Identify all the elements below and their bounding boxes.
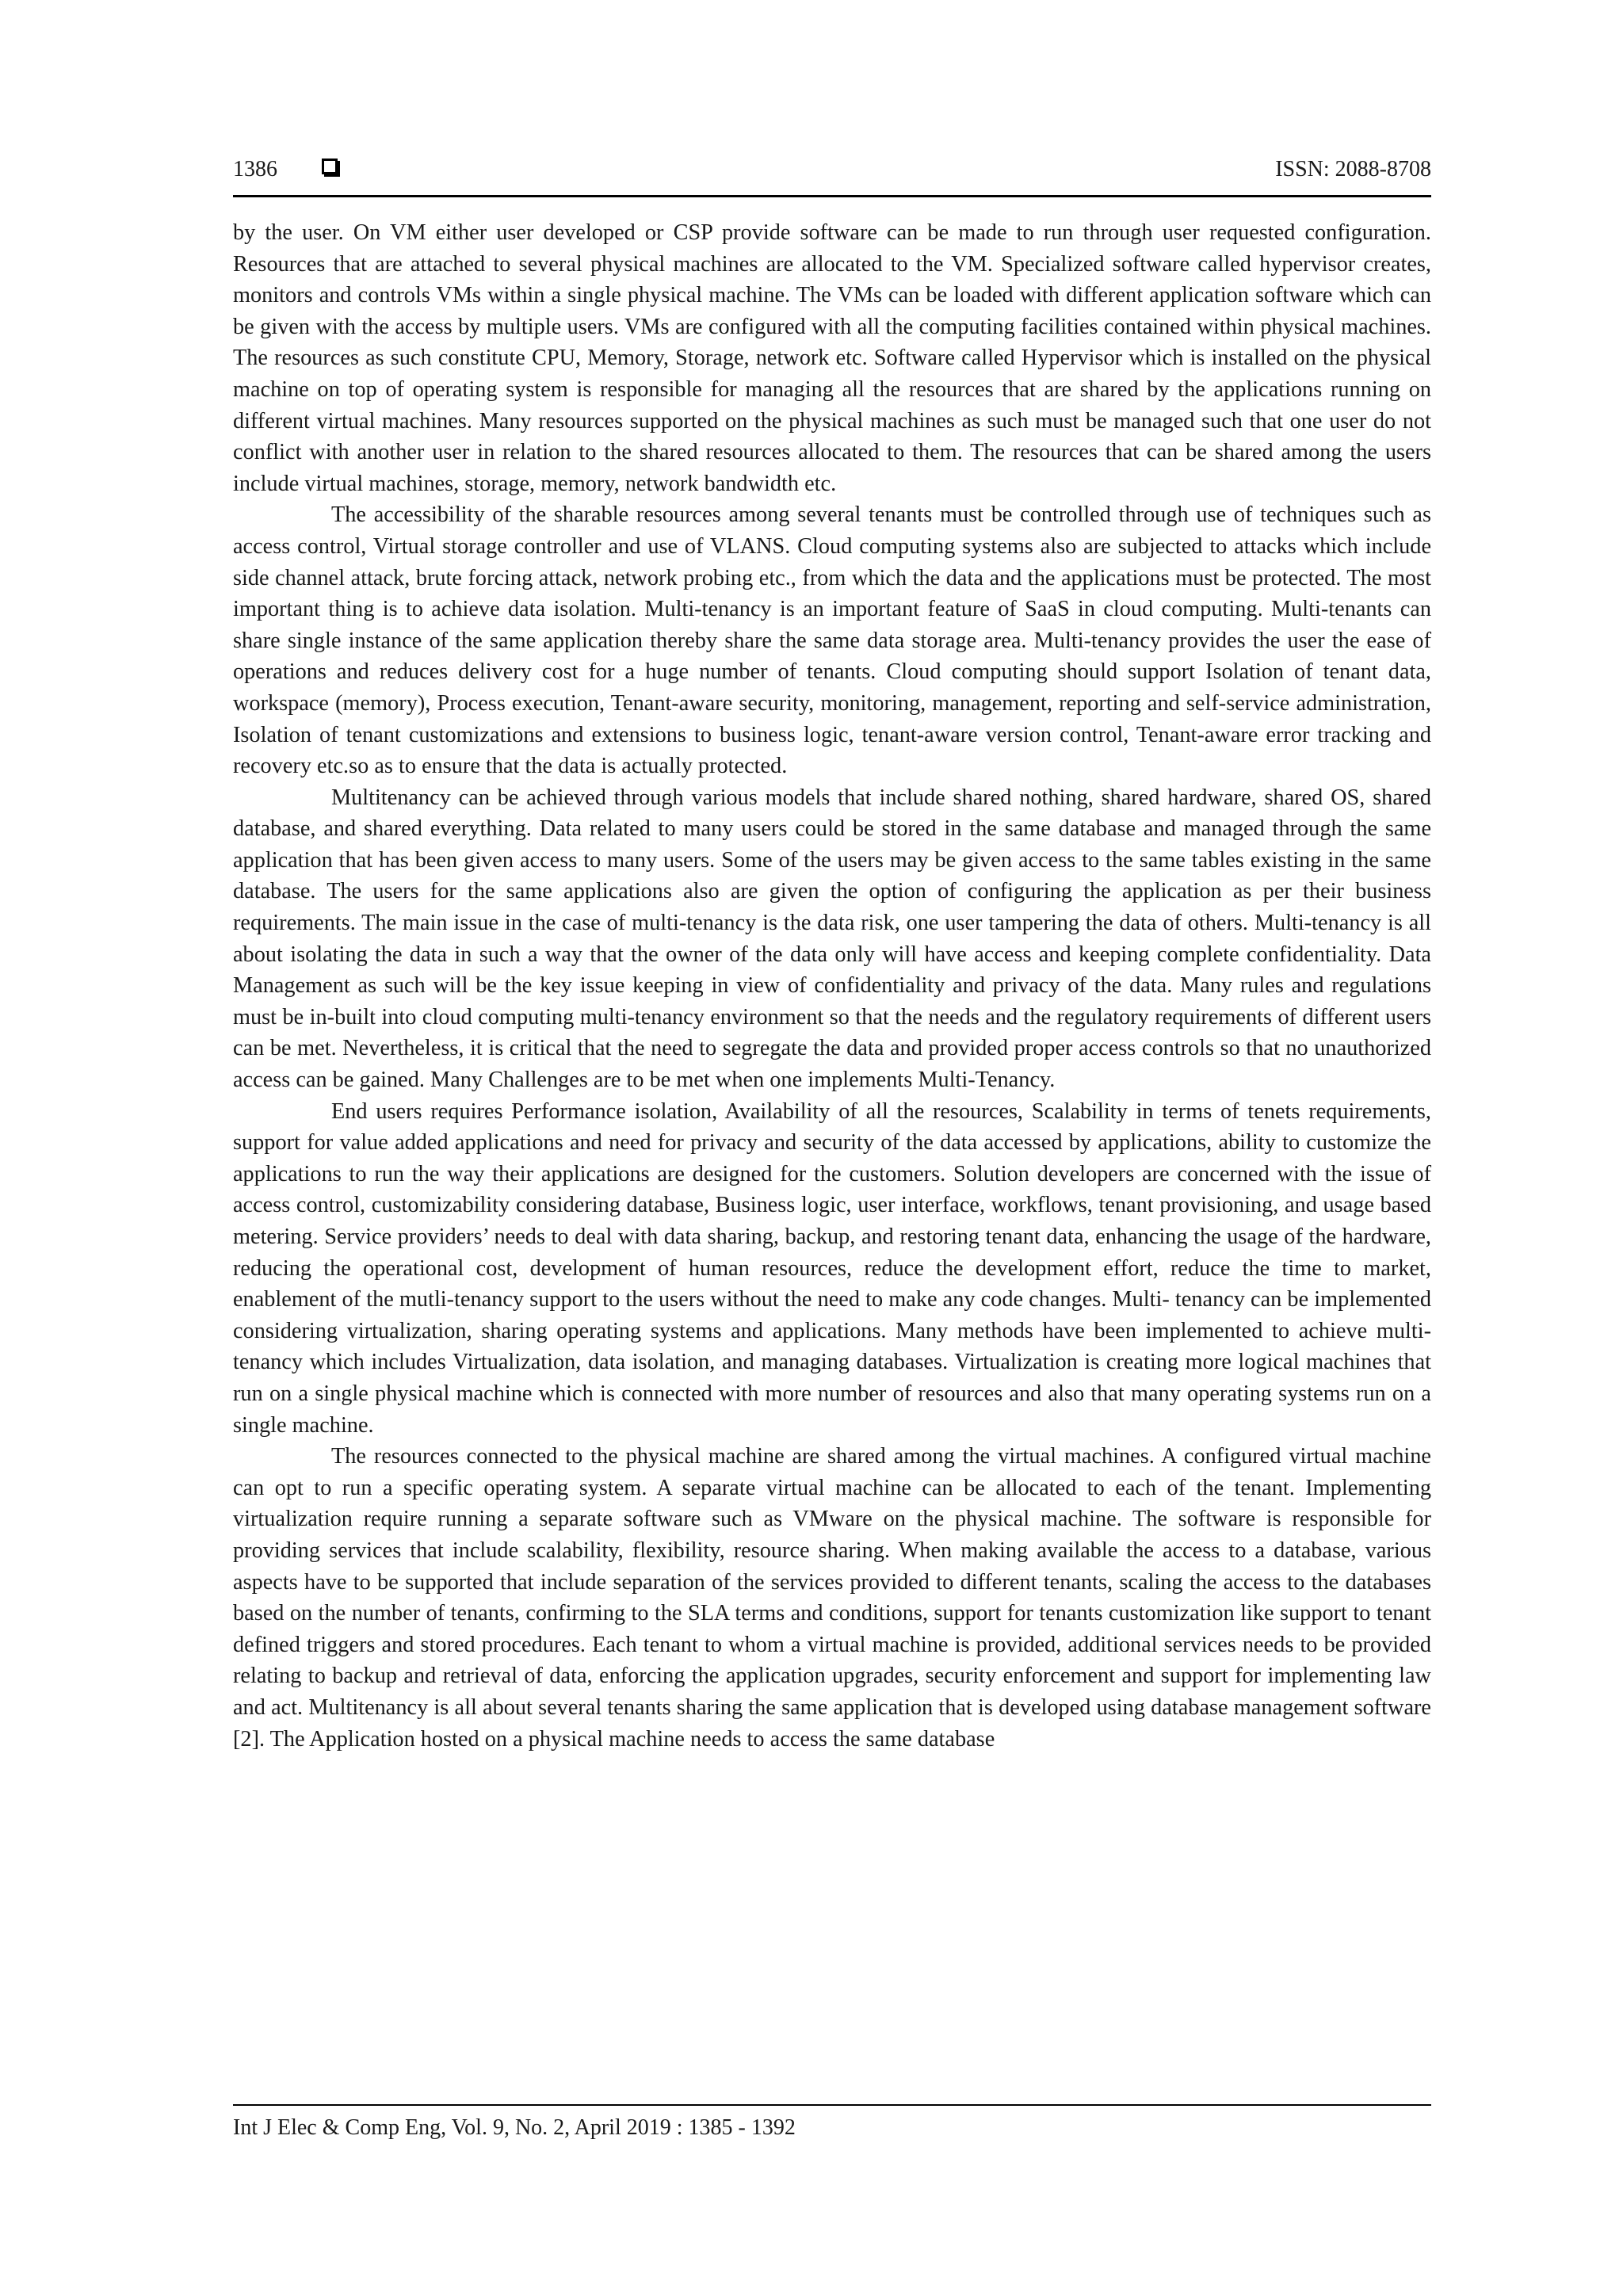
paragraph: by the user. On VM either user developed or CSP provide software can be made to run through user requested configuration. Resources that are attached to several physical machines are allocated to the VM. Specialized software called hypervisor creates, monitors and controls VMs within a single physical machine. The VMs can be loaded with different application software which can be given with the access by multiple users. VMs are configured with all the computing facilities contained within physical machines. The resources as such constitute CPU, Memory, Storage, network etc. Software called Hypervisor which is installed on the physical machine on top of operating system is responsible for managing all the resources that are shared by the applications running on different virtual machines. Many resources supported on the physical machines as such must be managed such that one user do not conflict with another user in relation to the shared resources allocated to them. The resources that can be shared among the users include virtual machines, storage, memory, network bandwidth etc.	[233, 220, 1431, 496]
page-number: 1386	[233, 157, 277, 181]
paragraph: The accessibility of the sharable resources among several tenants must be controlled through use of techniques such as access control, Virtual storage controller and use of VLANS. Cloud computing systems also are subjected to attacks which include side channel attack, brute forcing attack, network probing etc., from which the data and the applications must be protected. The most important thing is to achieve data isolation. Multi-tenancy is an important feature of SaaS in cloud computing. Multi-tenants can share single instance of the same application thereby share the same data storage area. Multi-tenancy provides the user the ease of operations and reduces delivery cost for a huge number of tenants. Cloud computing should support Isolation of tenant data, workspace (memory), Process execution, Tenant-aware security, monitoring, management, reporting and self-service administration, Isolation of tenant customizations and extensions to business logic, tenant-aware version control, Tenant-aware error tracking and recovery etc.so as to ensure that the data is actually protected.	[233, 502, 1431, 779]
journal-citation: Int J Elec & Comp Eng, Vol. 9, No. 2, April 2019 : 1385 - 1392	[233, 2115, 796, 2140]
paragraph: End users requires Performance isolation, Availability of all the resources, Scalability in terms of tenets requirements, support for value added applications and need for privacy and security of the data accessed by applications, ability to customize the applications to run the way their applications are designed for the customers. Solution developers are concerned with the issue of access control, customizability considering database, Business logic, user interface, workflows, tenant provisioning, and usage based metering. Service providers’ needs to deal with data sharing, backup, and restoring tenant data, enhancing the usage of the hardware, reducing the operational cost, development of human resources, reduce the development effort, reduce the time to market, enablement of the mutli-tenancy support to the users without the need to make any code changes. Multi- tenancy can be implemented considering virtualization, sharing operating systems and applications. Many methods have been implemented to achieve multi-tenancy which includes Virtualization, data isolation, and managing databases. Virtualization is creating more logical machines that run on a single physical machine which is connected with more number of resources and also that many operating systems run on a single machine.	[233, 1098, 1431, 1438]
paragraph: The resources connected to the physical machine are shared among the virtual machines. A configured virtual machine can opt to run a specific operating system. A separate virtual machine can be allocated to each of the tenant. Implementing virtualization require running a separate software such as VMware on the physical machine. The software is responsible for providing services that include scalability, flexibility, resource sharing. When making available the access to a database, various aspects have to be supported that include separation of the services provided to different tenants, scaling the access to the databases based on the number of tenants, confirming to the SLA terms and conditions, support for tenants customization like support to tenant defined triggers and stored procedures. Each tenant to whom a virtual machine is provided, additional services needs to be provided relating to backup and retrieval of data, enforcing the application upgrades, security enforcement and support for implementing law and act. Multitenancy is all about several tenants sharing the same application that is developed using database management software [2]. The Application hosted on a physical machine needs to access the same database	[233, 1444, 1431, 1752]
body-text	[233, 217, 1431, 1755]
square-bullet-icon	[322, 159, 338, 174]
page-header	[233, 154, 1431, 197]
issn-label: ISSN: 2088-8708	[1275, 157, 1431, 181]
paragraph: Multitenancy can be achieved through various models that include shared nothing, shared hardware, shared OS, shared database, and shared everything. Data related to many users could be stored in the same database and managed through the same application that has been given access to many users. Some of the users may be given access to the same tables existing in the same database. The users for the same applications also are given the option of configuring the application as per their business requirements. The main issue in the case of multi-tenancy is the data risk, one user tampering the data of others. Multi-tenancy is all about isolating the data in such a way that the owner of the data only will have access and keeping complete confidentiality. Data Management as such will be the key issue keeping in view of confidentiality and privacy of the data. Many rules and regulations must be in-built into cloud computing multi-tenancy environment so that the needs and the regulatory requirements of different users can be met. Nevertheless, it is critical that the need to segregate the data and provided proper access controls so that no unauthorized access can be gained. Many Challenges are to be met when one implements Multi-Tenancy.	[233, 785, 1431, 1093]
page-footer	[233, 2104, 1431, 2140]
